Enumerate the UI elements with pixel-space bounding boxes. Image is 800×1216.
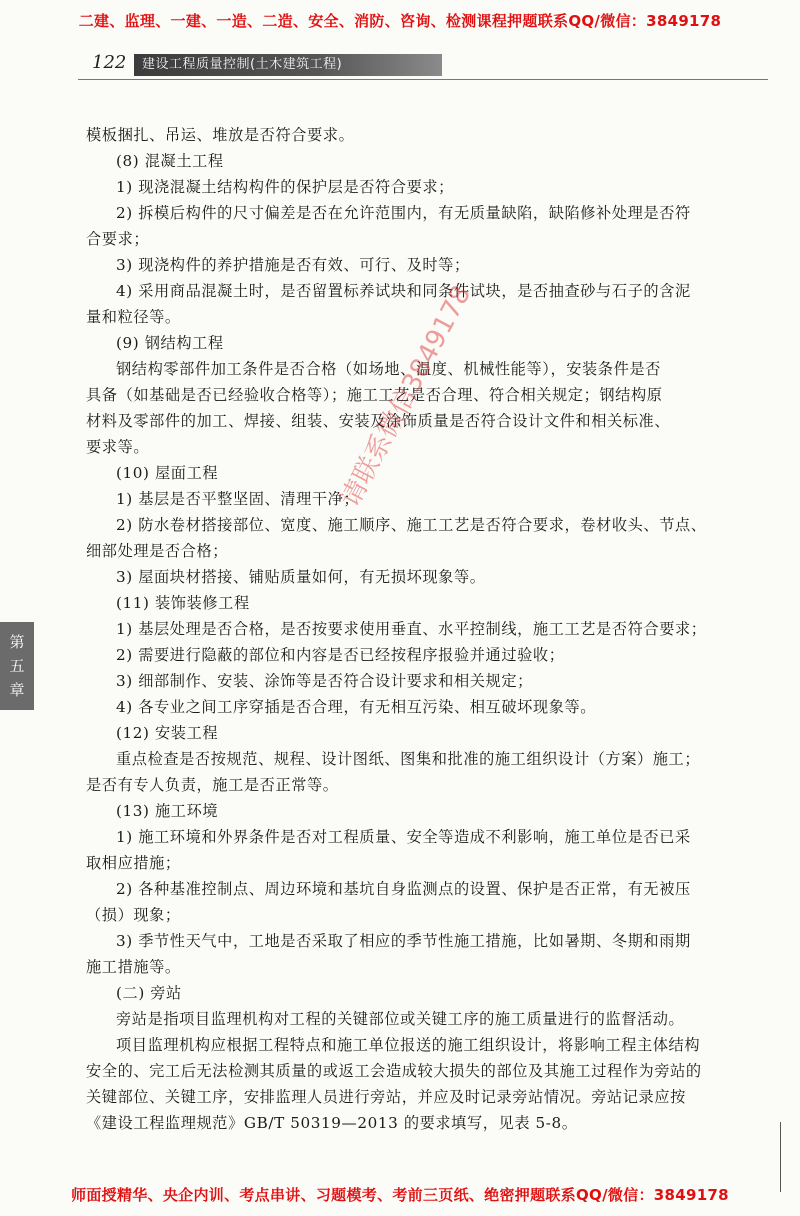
body-line: 项目监理机构应根据工程特点和施工单位报送的施工组织设计，将影响工程主体结构: [116, 1036, 701, 1054]
body-line: 2) 拆模后构件的尺寸偏差是否在允许范围内，有无质量缺陷，缺陷修补处理是否符: [116, 204, 691, 222]
chapter-tab: [0, 622, 34, 710]
body-line: 钢结构零部件加工条件是否合格（如场地、温度、机械性能等），安装条件是否: [116, 360, 661, 378]
section-heading: (13) 施工环境: [116, 802, 219, 820]
page-number: 122: [92, 52, 127, 73]
body-line: 4) 各专业之间工序穿插是否合理，有无相互污染、相互破坏现象等。: [116, 698, 597, 716]
body-line: （损）现象；: [86, 906, 181, 924]
body-line: 具备（如基础是否已经验收合格等）；施工工艺是否合理、符合相关规定；钢结构原: [86, 386, 663, 404]
section-heading: (8) 混凝土工程: [116, 152, 224, 170]
watermark: 请联系微信3849178: [335, 280, 478, 512]
section-heading: (10) 屋面工程: [116, 464, 219, 482]
book-title: 建设工程质量控制(土木建筑工程): [134, 54, 442, 76]
promo-banner-bottom: 师面授精华、央企内训、考点串讲、习题模考、考前三页纸、绝密押题联系QQ/微信：3849178: [71, 1186, 729, 1204]
body-line: 4) 采用商品混凝土时，是否留置标养试块和同条件试块，是否抽查砂与石子的含泥: [116, 282, 691, 300]
promo-banner-top: 二建、监理、一建、一造、二造、安全、消防、咨询、检测课程押题联系QQ/微信：3849178: [78, 12, 722, 30]
body-line: 1) 现浇混凝土结构构件的保护层是否符合要求；: [116, 178, 454, 196]
body-line: 3) 细部制作、安装、涂饰等是否符合设计要求和相关规定；: [116, 672, 533, 690]
body-line: 合要求；: [86, 230, 150, 248]
body-line: 细部处理是否合格；: [86, 542, 229, 560]
section-heading: (二) 旁站: [116, 984, 182, 1002]
page-header: [78, 52, 778, 78]
body-line: 要求等。: [86, 438, 150, 456]
section-heading: (11) 装饰装修工程: [116, 594, 250, 612]
body-line: 1) 基层处理是否合格，是否按要求使用垂直、水平控制线，施工工艺是否符合要求；: [116, 620, 707, 638]
body-line: 1) 施工环境和外界条件是否对工程质量、安全等造成不利影响，施工单位是否已采: [116, 828, 691, 846]
body-line: 1) 基层是否平整坚固、清理干净；: [116, 490, 360, 508]
body-line: 2) 各种基准控制点、周边环境和基坑自身监测点的设置、保护是否正常，有无被压: [116, 880, 691, 898]
header-rule: [78, 79, 768, 80]
body-line: 量和粒径等。: [86, 308, 181, 326]
body-line: 2) 需要进行隐蔽的部位和内容是否已经按程序报验并通过验收；: [116, 646, 565, 664]
body-line: 模板捆扎、吊运、堆放是否符合要求。: [86, 126, 355, 144]
body-line: 施工措施等。: [86, 958, 181, 976]
body-line: 3) 屋面块材搭接、铺贴质量如何，有无损坏现象等。: [116, 568, 486, 586]
body-line: 旁站是指项目监理机构对工程的关键部位或关键工序的施工质量进行的监督活动。: [116, 1010, 685, 1028]
body-line: 《建设工程监理规范》GB/T 50319—2013 的要求填写，见表 5-8。: [86, 1114, 578, 1132]
body-line: 取相应措施；: [86, 854, 181, 872]
body-line: 2) 防水卷材搭接部位、宽度、施工顺序、施工工艺是否符合要求，卷材收头、节点、: [116, 516, 707, 534]
section-heading: (12) 安装工程: [116, 724, 219, 742]
margin-mark: [780, 1122, 781, 1192]
body-line: 重点检查是否按规范、规程、设计图纸、图集和批准的施工组织设计（方案）施工；: [116, 750, 701, 768]
body-line: 3) 现浇构件的养护措施是否有效、可行、及时等；: [116, 256, 470, 274]
body-line: 关键部位、关键工序，安排监理人员进行旁站，并应及时记录旁站情况。旁站记录应按: [86, 1088, 686, 1106]
body-line: 安全的、完工后无法检测其质量的或返工会造成较大损失的部位及其施工过程作为旁站的: [86, 1062, 702, 1080]
chapter-tab-label: 第五章: [9, 633, 25, 699]
body-line: 是否有专人负责，施工是否正常等。: [86, 776, 339, 794]
body-line: 3) 季节性天气中，工地是否采取了相应的季节性施工措施，比如暑期、冬期和雨期: [116, 932, 691, 950]
section-heading: (9) 钢结构工程: [116, 334, 224, 352]
body-line: 材料及零部件的加工、焊接、组装、安装及涂饰质量是否符合设计文件和相关标准、: [86, 412, 671, 430]
